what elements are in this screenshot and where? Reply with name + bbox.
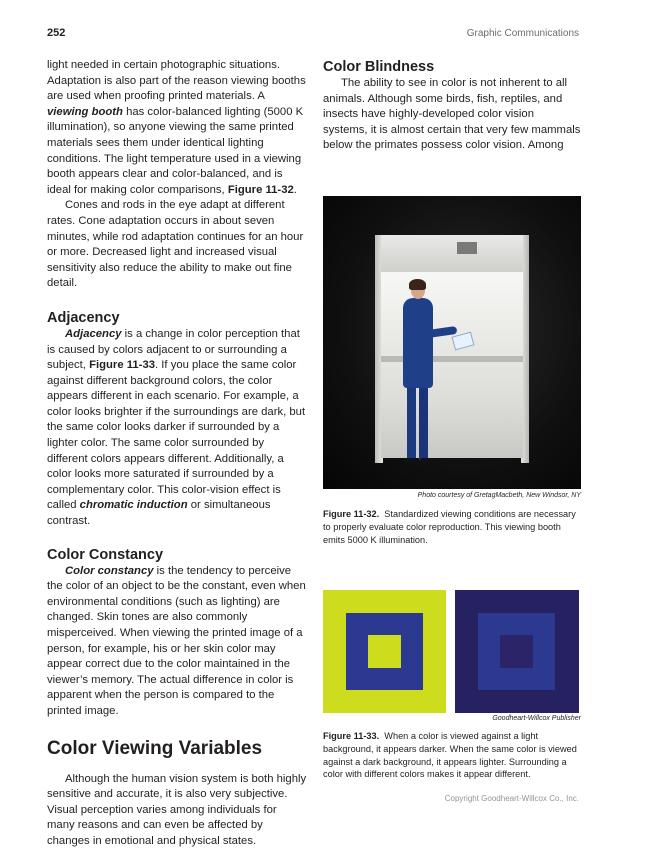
text-run: light needed in certain photographic situations. Adaptation is also part of the reason viewing booths are used when proofing printed materials. A xyxy=(47,59,306,103)
key-term: Adjacency xyxy=(65,327,122,340)
paragraph-color-blindness xyxy=(323,76,581,154)
heading-color-constancy: Color Constancy xyxy=(47,546,164,563)
text-run: is the tendency to perceive the color of an object to be the constant, even when environmental conditions (such as lighting) are changed. Skin tones are also commonly misperceived. When viewing the printed image of a person, for example, his or her skin color may appear correct due to the color maintained in the viewer’s memory. The actual difference in color is apparent when the person is compared to the printed image. xyxy=(47,564,306,717)
paragraph-adjacency xyxy=(47,327,307,530)
booth-control-panel xyxy=(457,242,477,254)
key-term: viewing booth xyxy=(47,105,123,118)
person-leg xyxy=(407,386,416,460)
right-column xyxy=(323,58,581,154)
figure-reference: Figure 11-33 xyxy=(89,359,156,372)
page-number: 252 xyxy=(47,27,66,39)
figure-32-caption xyxy=(323,508,581,546)
running-head: Graphic Communications xyxy=(466,28,579,39)
figure-32-label: Figure 11-32. xyxy=(323,509,380,519)
figure-33-credit: Goodheart-Willcox Publisher xyxy=(492,715,581,722)
figure-33-label: Figure 11-33. xyxy=(323,731,380,741)
text-run: Cones and rods in the eye adapt at different rates. Cone adaptation occurs in about seven minutes, while rod adaptation continues for an hour or more. Decreased light and increased visual sensitivity also reduce the ability to make out fine detail. xyxy=(47,199,304,290)
text-run: . xyxy=(293,183,297,196)
heading-adjacency: Adjacency xyxy=(47,309,120,326)
booth-light-hood xyxy=(381,235,523,272)
copyright-footer: Copyright Goodheart-Willcox Co., Inc. xyxy=(444,794,579,803)
figure-reference: Figure 11-32 xyxy=(227,183,294,196)
paragraph-viewing-booth xyxy=(47,58,307,198)
inner-square xyxy=(500,635,533,668)
text-run: Although the human vision system is both highly sensitive and accurate, it is also very subjective. Visual perception varies among individuals for many reasons and can even be affected by changes in emotional and physical states. xyxy=(47,772,307,847)
viewing-booth-photo xyxy=(323,196,581,489)
figure-33-caption-text: When a color is viewed against a light background, it appears darker. When the same color is viewed against a dark background, it appears lighter. Surrounding a color with different colors makes it appear different. xyxy=(323,731,577,780)
left-column xyxy=(47,58,307,850)
person-leg xyxy=(419,386,428,460)
text-run: has color-balanced lighting (5000 K illumination), so anyone viewing the same printed materials sees them under identical lighting conditions. The light temperature used in a viewing booth appears clear and color-balanced, and is ideal for making color comparisons, xyxy=(47,105,304,196)
heading-color-blindness: Color Blindness xyxy=(323,59,435,75)
figure-32-credit: Photo courtesy of GretagMacbeth, New Windsor, NY xyxy=(417,492,581,499)
person-torso xyxy=(403,298,433,388)
text-run: . If you place the same color against different background colors, the color appears different in each scenario. For example, a color looks brighter if the surroundings are dark, but the same color looks darker if surrounded by a lighter color. The same color surrounded by different colors appears different. Additionally, a color looks more saturated if surrounded by a complementary color. This color-vision effect is called xyxy=(47,359,306,512)
person-hair xyxy=(409,279,426,290)
text-run: is a change in color perception that is caused by colors adjacent to or surrounding a subject, xyxy=(47,327,300,372)
inner-square xyxy=(368,635,401,668)
key-term: Color constancy xyxy=(65,564,154,577)
light-background-square xyxy=(323,590,446,713)
dark-background-square xyxy=(455,590,579,713)
figure-32-caption-text: Standardized viewing conditions are necessary to properly evaluate color reproduction. This viewing booth emits 5000 K illumination. xyxy=(323,509,576,545)
key-term: chromatic induction xyxy=(79,499,188,512)
paragraph-color-constancy xyxy=(47,564,307,720)
person-shoe xyxy=(403,458,417,463)
person-shoe xyxy=(420,458,434,463)
paragraph-color-viewing-variables xyxy=(47,772,307,850)
text-run: or simultaneous contrast. xyxy=(47,499,271,528)
paragraph-adaptation xyxy=(47,198,307,292)
text-run: The ability to see in color is not inherent to all animals. Although some birds, fish, reptiles, and insects have highly-developed color vision systems, it is almost certain that very few mammals below the primates possess color vision. Among xyxy=(323,77,581,152)
heading-color-viewing-variables: Color Viewing Variables xyxy=(47,737,263,759)
figure-33-caption xyxy=(323,730,581,781)
